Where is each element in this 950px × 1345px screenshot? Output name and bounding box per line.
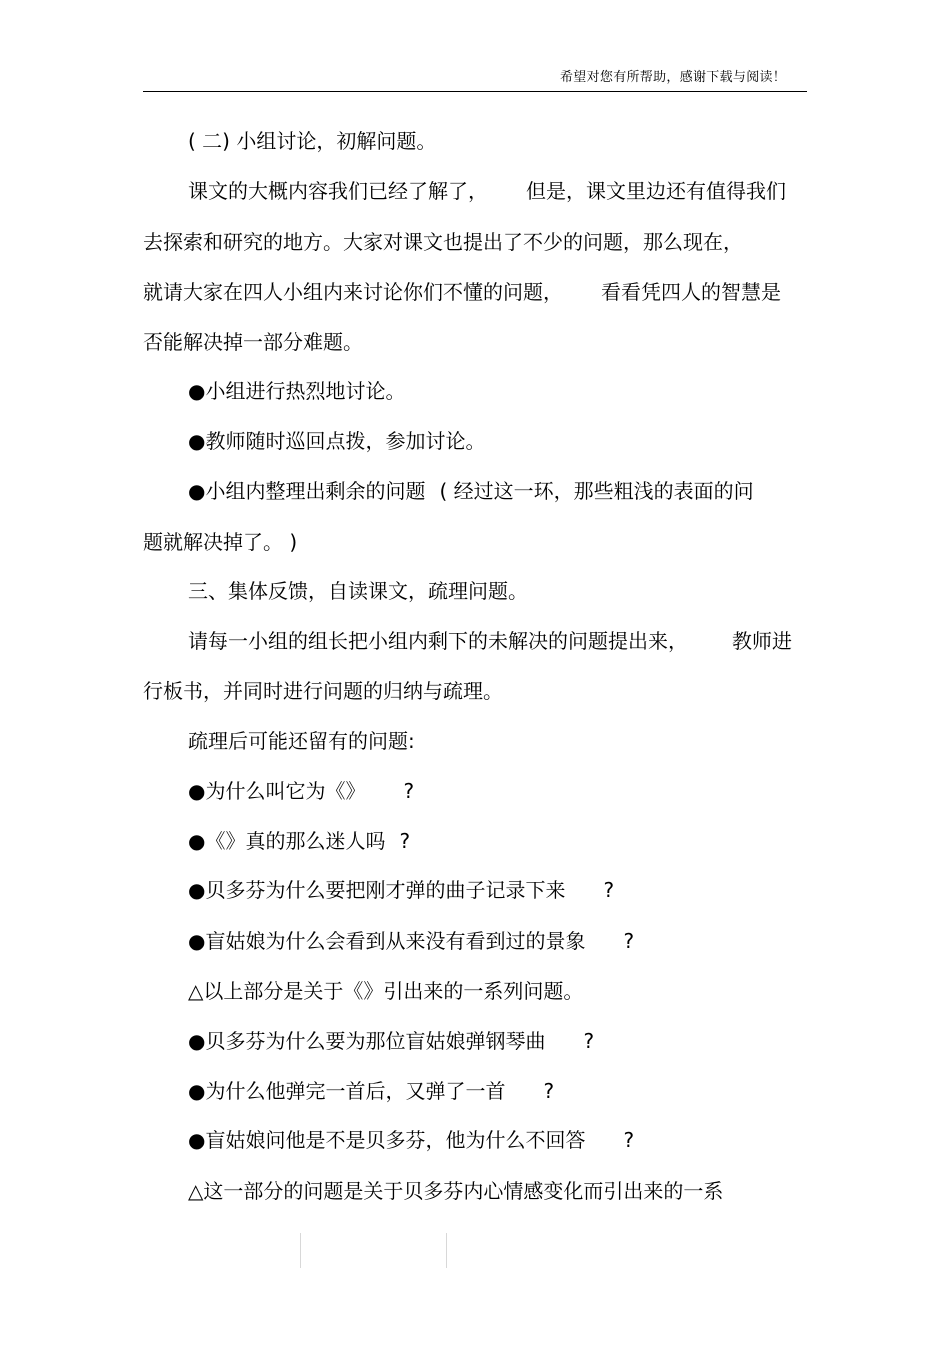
question-mark: ?	[399, 829, 411, 853]
paragraph-line: 疏理后可能还留有的问题:	[188, 729, 415, 753]
question-item	[188, 777, 414, 805]
paragraph-line	[143, 278, 781, 306]
footer-divider-right	[446, 1233, 447, 1268]
question-mark: ?	[583, 1029, 595, 1053]
paragraph-line: 否能解决掉一部分难题。	[143, 330, 363, 354]
section-heading-group-discussion: ( 二) 小组讨论，初解问题。	[188, 129, 437, 153]
question-item	[188, 1077, 554, 1105]
question-item	[188, 876, 614, 904]
text-segment: 看看凭四人的智慧是	[601, 280, 781, 304]
summary-note: △这一部分的问题是关于贝多芬内心情感变化而引出来的一系	[188, 1179, 724, 1203]
question-item	[188, 1027, 594, 1055]
header-text: 希望对您有所帮助，感谢下载与阅读！	[560, 70, 787, 85]
bullet-item	[188, 477, 754, 505]
question-mark: ?	[603, 878, 615, 902]
text-segment: ●贝多芬为什么要把刚才弹的曲子记录下来	[188, 878, 566, 902]
bullet-item: ●教师随时巡回点拨，参加讨论。	[188, 429, 486, 453]
paragraph-line: 行板书，并同时进行问题的归纳与疏理。	[143, 679, 503, 703]
text-segment: 请每一小组的组长把小组内剩下的未解决的问题提出来，	[188, 629, 688, 653]
question-item	[188, 1126, 634, 1154]
text-segment: 就请大家在四人小组内来讨论你们不懂的问题，	[143, 280, 563, 304]
text-segment: 课文的大概内容我们已经了解了，	[188, 179, 488, 203]
text-segment: ●《》真的那么迷人吗	[188, 829, 386, 853]
question-mark: ?	[623, 929, 635, 953]
question-mark: ?	[403, 779, 415, 803]
paragraph-line	[188, 627, 792, 655]
question-item	[188, 827, 410, 855]
bullet-item: ●小组进行热烈地讨论。	[188, 379, 406, 403]
text-segment: ●为什么他弹完一首后，又弹了一首	[188, 1079, 506, 1103]
header-divider	[143, 91, 807, 92]
paragraph-line: 去探索和研究的地方。大家对课文也提出了不少的问题，那么现在，	[143, 230, 743, 254]
text-segment: ( 经过这一环，那些粗浅的表面的问	[439, 479, 754, 503]
text-segment: ●为什么叫它为《》	[188, 779, 366, 803]
text-segment: ●贝多芬为什么要为那位盲姑娘弹钢琴曲	[188, 1029, 546, 1053]
question-mark: ?	[623, 1128, 635, 1152]
text-segment: 但是，课文里边还有值得我们	[526, 179, 786, 203]
text-segment: ●小组内整理出剩余的问题	[188, 479, 426, 503]
paragraph-line: 题就解决掉了。 )	[143, 530, 298, 554]
question-mark: ?	[543, 1079, 555, 1103]
text-segment: ●盲姑娘为什么会看到从来没有看到过的景象	[188, 929, 586, 953]
paragraph-line	[188, 177, 786, 205]
section-heading-feedback: 三、集体反馈，自读课文，疏理问题。	[188, 579, 528, 603]
footer-divider-left	[300, 1233, 301, 1268]
text-segment: ●盲姑娘问他是不是贝多芬，他为什么不回答	[188, 1128, 586, 1152]
question-item	[188, 927, 634, 955]
summary-note: △以上部分是关于《》引出来的一系列问题。	[188, 979, 584, 1003]
text-segment: 教师进	[732, 629, 792, 653]
